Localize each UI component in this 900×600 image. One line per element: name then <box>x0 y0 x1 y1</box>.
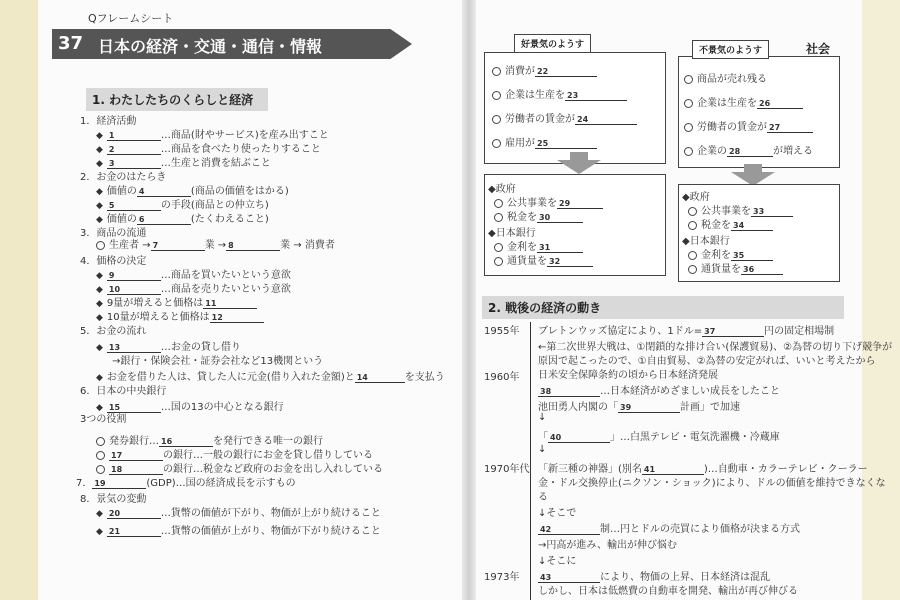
line-text: 労働者の賃金が <box>505 114 575 125</box>
bullet-diamond-icon: ◆ <box>96 373 103 383</box>
slump-arrow-stem <box>744 164 762 172</box>
chapter-number: 37 <box>58 33 84 54</box>
bullet-circle-icon <box>96 451 105 460</box>
line-text: により、物価の上昇、日本経済は混乱 <box>600 572 770 583</box>
answer-blank[interactable]: 26 <box>757 99 803 109</box>
line-text: …商品を食べたり使ったりすること <box>160 144 321 155</box>
line-text: ↓そこで <box>538 508 577 519</box>
list-item <box>96 236 335 251</box>
list-item <box>684 94 803 109</box>
answer-blank[interactable]: 40 <box>548 433 610 443</box>
list-item <box>538 504 576 519</box>
bullet-circle-icon <box>96 437 105 446</box>
line-text: 円の固定相場制 <box>764 326 835 337</box>
line-text: ↓ <box>538 444 547 455</box>
answer-blank[interactable]: 15 <box>107 403 161 413</box>
line-text: 価値の <box>106 214 137 225</box>
list-item <box>538 382 780 397</box>
list-item <box>80 490 146 505</box>
list-item <box>96 338 241 353</box>
line-text: ◆日本銀行 <box>488 228 536 239</box>
line-text: )…自動車・カラーテレビ・クーラー <box>703 464 868 475</box>
answer-blank[interactable]: 9 <box>107 271 161 281</box>
list-item <box>96 154 271 169</box>
line-text: 公共事業を <box>701 206 751 217</box>
list-item <box>96 210 269 225</box>
answer-blank[interactable]: 12 <box>210 313 264 323</box>
line-text: 雇用が <box>505 138 535 149</box>
list-item <box>684 118 813 133</box>
bullet-circle-icon <box>684 147 693 156</box>
line-text: …貨幣の価値が下がり、物価が上がり続けること <box>160 508 381 519</box>
list-item <box>96 196 269 211</box>
line-text: お金を借りた人は、貸した人に元金(借り入れた金額)と <box>106 372 355 383</box>
line-text: 」…白黒テレビ・電気洗濯機・冷蔵庫 <box>610 432 780 443</box>
line-text: 金利を <box>701 250 731 261</box>
line-text: (商品の価値をはかる) <box>190 186 289 197</box>
bullet-circle-icon <box>494 213 503 222</box>
answer-blank[interactable]: 21 <box>107 527 161 537</box>
line-text: 発券銀行… <box>109 436 159 447</box>
list-item <box>682 232 730 247</box>
line-text: …日本経済がめざましい成長をしたこと <box>600 386 780 397</box>
bullet-circle-icon <box>492 91 501 100</box>
list-item <box>96 368 445 383</box>
line-text: 金利を <box>507 242 537 253</box>
line-text: …商品を買いたいという意欲 <box>160 270 291 281</box>
line-text: 企業は生産を <box>697 98 757 109</box>
bullet-circle-icon <box>684 75 693 84</box>
answer-blank[interactable]: 42 <box>538 525 600 535</box>
boom-arrow <box>557 160 601 174</box>
list-item <box>492 110 637 125</box>
bullet-diamond-icon: ◆ <box>96 527 103 537</box>
list-item <box>96 294 257 309</box>
line-text: 7． <box>76 478 93 489</box>
list-item <box>688 202 793 217</box>
answer-blank[interactable]: 41 <box>642 465 704 475</box>
line-text: 制…円とドルの売買により価格が決まる方式 <box>600 524 800 535</box>
line-text: …商品(財やサービス)を産み出すこと <box>160 130 329 141</box>
page-edge-left <box>0 0 38 600</box>
bullet-circle-icon <box>684 123 693 132</box>
list-item <box>494 238 583 253</box>
answer-blank[interactable]: 34 <box>731 221 773 231</box>
list-item <box>688 246 773 261</box>
answer-blank[interactable]: 29 <box>557 199 603 209</box>
list-item <box>80 252 146 267</box>
timeline-year: 1973年 <box>484 572 520 583</box>
line-text: 8．景気の変動 <box>80 494 147 505</box>
line-text: 通貨量を <box>507 256 547 267</box>
answer-blank[interactable]: 1 <box>107 131 161 141</box>
answer-blank[interactable]: 28 <box>727 147 773 157</box>
answer-blank[interactable]: 39 <box>618 403 680 413</box>
bullet-circle-icon <box>494 257 503 266</box>
line-text: しかし、日本は低燃費の自動車を開発、輸出が再び伸びる <box>538 586 798 597</box>
answer-blank[interactable]: 27 <box>767 123 813 133</box>
list-item <box>538 366 718 381</box>
bullet-diamond-icon: ◆ <box>96 313 103 323</box>
list-item <box>684 142 813 157</box>
line-text: 日米安全保障条約の頃から日本経済発展 <box>538 370 718 381</box>
line-text: ↓そこに <box>538 556 577 567</box>
list-item <box>492 86 627 101</box>
bullet-diamond-icon: ◆ <box>96 299 103 309</box>
list-item <box>538 552 576 567</box>
list-item <box>538 536 677 551</box>
list-item <box>96 280 291 295</box>
answer-blank[interactable]: 14 <box>355 373 405 383</box>
list-item <box>96 126 329 141</box>
list-item <box>538 474 886 489</box>
list-item <box>538 460 868 475</box>
list-item <box>80 410 126 425</box>
list-item <box>112 352 323 367</box>
bullet-circle-icon <box>492 115 501 124</box>
line-text: 6．日本の中央銀行 <box>80 386 167 397</box>
answer-blank[interactable]: 30 <box>537 213 583 223</box>
list-item <box>80 112 136 127</box>
line-text: →円高が進み、輸出が伸び悩む <box>538 540 677 551</box>
list-item <box>494 194 603 209</box>
slump-title: 不景気のようす <box>692 40 769 59</box>
bullet-diamond-icon: ◆ <box>96 509 103 519</box>
line-text: 2．お金のはたらき <box>80 172 167 183</box>
list-item <box>538 520 800 535</box>
bullet-circle-icon <box>492 67 501 76</box>
answer-blank[interactable]: 24 <box>575 115 637 125</box>
line-text: (たくわえること) <box>190 214 269 225</box>
line-text: 税金を <box>701 220 731 231</box>
line-text: の銀行…一般の銀行にお金を貸し借りしている <box>163 450 373 461</box>
list-item <box>538 398 740 413</box>
line-text: ←第二次世界大戦は、①閉鎖的な排け合い(保護貿易)、②為替の切り下げ競争が <box>538 342 893 353</box>
bullet-diamond-icon: ◆ <box>96 215 103 225</box>
timeline-axis <box>530 322 531 600</box>
list-item <box>538 412 546 423</box>
answer-blank[interactable]: 17 <box>109 451 163 461</box>
line-text: …貨幣の価値が上がり、物価が下がり続けること <box>160 526 381 537</box>
answer-blank[interactable]: 4 <box>137 187 191 197</box>
answer-blank[interactable]: 19 <box>92 479 146 489</box>
list-item <box>688 260 783 275</box>
answer-blank[interactable]: 23 <box>565 91 627 101</box>
list-item <box>80 382 166 397</box>
bullet-circle-icon <box>492 139 501 148</box>
bullet-diamond-icon: ◆ <box>96 159 103 169</box>
line-text: 労働者の賃金が <box>697 122 767 133</box>
list-item <box>538 338 892 353</box>
section-1-title: 1. わたしたちのくらしと経済 <box>86 88 268 111</box>
answer-blank[interactable]: 38 <box>538 387 600 397</box>
list-item <box>684 70 767 85</box>
line-text: ↓ <box>538 412 547 423</box>
line-text: 消費が <box>505 66 535 77</box>
section-2-title: 2. 戦後の経済の動き <box>482 296 844 319</box>
list-item <box>80 168 166 183</box>
line-text: ブレトンウッズ協定により、1ドル= <box>538 326 703 337</box>
answer-blank[interactable]: 36 <box>741 265 783 275</box>
line-text: 価値の <box>106 186 137 197</box>
line-text: (GDP)…国の経済成長を示すもの <box>146 478 296 489</box>
list-item <box>494 208 583 223</box>
line-text: …お金の貸し借り <box>160 342 241 353</box>
line-text: 池田勇人内閣の「 <box>538 402 618 413</box>
list-item <box>488 224 536 239</box>
answer-blank[interactable]: 2 <box>107 145 161 155</box>
line-text: を発行できる唯一の銀行 <box>213 436 323 447</box>
line-text: 10量が増えると価格は <box>106 312 210 323</box>
line-text: の手段(商品との仲立ち) <box>160 200 269 211</box>
page-header: Qフレームシート <box>88 12 174 25</box>
bullet-circle-icon <box>684 99 693 108</box>
bullet-circle-icon <box>688 207 697 216</box>
bullet-diamond-icon: ◆ <box>96 403 103 413</box>
answer-blank[interactable]: 22 <box>535 67 597 77</box>
line-text: 「 <box>538 432 548 443</box>
answer-blank[interactable]: 13 <box>107 343 161 353</box>
line-text: 税金を <box>507 212 537 223</box>
line-text: 3つの役割 <box>80 414 127 425</box>
answer-blank[interactable]: 25 <box>535 139 597 149</box>
line-text: …商品を売りたいという意欲 <box>160 284 291 295</box>
answer-blank[interactable]: 10 <box>107 285 161 295</box>
answer-blank[interactable]: 5 <box>107 201 161 211</box>
list-item <box>492 134 597 149</box>
book-gutter <box>462 0 476 600</box>
page-edge-right <box>862 0 900 600</box>
line-text: 商品が売れ残る <box>697 74 767 85</box>
list-item <box>494 252 593 267</box>
line-text: 5．お金の流れ <box>80 326 147 337</box>
answer-blank[interactable]: 43 <box>538 573 600 583</box>
line-text: 企業は生産を <box>505 90 565 101</box>
list-item <box>96 504 381 519</box>
line-text: 9量が増えると価格は <box>106 298 204 309</box>
line-text: 1．経済活動 <box>80 116 137 127</box>
line-text: 4．価格の決定 <box>80 256 147 267</box>
bullet-diamond-icon: ◆ <box>96 271 103 281</box>
answer-blank[interactable]: 18 <box>109 465 163 475</box>
line-text: ◆日本銀行 <box>682 236 730 247</box>
list-item <box>96 460 383 475</box>
line-text: が増える <box>773 146 813 157</box>
list-item <box>688 216 773 231</box>
list-item <box>682 188 710 203</box>
answer-blank[interactable]: 35 <box>731 251 773 261</box>
bullet-diamond-icon: ◆ <box>96 187 103 197</box>
bullet-diamond-icon: ◆ <box>96 145 103 155</box>
boom-title: 好景気のようす <box>514 34 591 53</box>
answer-blank[interactable]: 37 <box>702 327 764 337</box>
answer-blank[interactable]: 7 <box>151 241 205 251</box>
answer-blank[interactable]: 32 <box>547 257 593 267</box>
bullet-circle-icon <box>688 265 697 274</box>
list-item <box>96 308 264 323</box>
bullet-diamond-icon: ◆ <box>96 285 103 295</box>
line-text: …生産と消費を結ぶこと <box>160 158 271 169</box>
bullet-circle-icon <box>494 243 503 252</box>
line-text: 公共事業を <box>507 198 557 209</box>
line-text: ◆政府 <box>682 192 710 203</box>
subject-label: 社会 <box>806 42 831 56</box>
bullet-circle-icon <box>494 199 503 208</box>
line-text: →銀行・保険会社・証券会社など13機関という <box>112 356 324 367</box>
timeline-year: 1970年代 <box>484 464 530 475</box>
list-item <box>96 522 381 537</box>
list-item <box>538 488 548 503</box>
answer-blank[interactable]: 3 <box>107 159 161 169</box>
line-text: の銀行…税金など政府のお金を出し入れしている <box>163 464 383 475</box>
line-text: 3．商品の流通 <box>80 228 147 239</box>
list-item <box>96 446 373 461</box>
list-item <box>538 568 770 583</box>
bullet-diamond-icon: ◆ <box>96 343 103 353</box>
line-text: …国の13の中心となる銀行 <box>160 402 284 413</box>
line-text: 計画」で加速 <box>680 402 740 413</box>
list-item <box>96 182 289 197</box>
list-item <box>538 322 834 337</box>
bullet-diamond-icon: ◆ <box>96 131 103 141</box>
bullet-circle-icon <box>688 221 697 230</box>
line-text: 原因で起こったので、①自由貿易、②為替の安定がれば、いいと考えたから <box>538 356 876 367</box>
line-text: 通貨量を <box>701 264 741 275</box>
bullet-circle-icon <box>688 251 697 260</box>
answer-blank[interactable]: 20 <box>107 509 161 519</box>
list-item <box>80 322 146 337</box>
bullet-circle-icon <box>96 241 105 250</box>
line-text: 企業の <box>697 146 727 157</box>
line-text: を支払う <box>404 372 445 383</box>
answer-blank[interactable]: 8 <box>226 241 280 251</box>
line-text: る <box>538 492 548 503</box>
bullet-circle-icon <box>96 465 105 474</box>
list-item <box>76 474 296 489</box>
answer-blank[interactable]: 33 <box>751 207 793 217</box>
list-item <box>492 62 597 77</box>
line-text: 業 → <box>204 240 227 251</box>
timeline-year: 1960年 <box>484 372 520 383</box>
list-item <box>96 266 291 281</box>
line-text: 「新三種の神器」(別名 <box>538 464 642 475</box>
list-item <box>538 582 798 597</box>
list-item <box>538 444 546 455</box>
answer-blank[interactable]: 6 <box>137 215 191 225</box>
boom-arrow-stem <box>570 152 588 160</box>
chapter-title: 日本の経済・交通・通信・情報 <box>98 37 323 56</box>
bullet-diamond-icon: ◆ <box>96 201 103 211</box>
list-item <box>538 352 876 367</box>
answer-blank[interactable]: 31 <box>537 243 583 253</box>
line-text: 生産者 → <box>109 240 151 251</box>
line-text: ◆政府 <box>488 184 516 195</box>
answer-blank[interactable]: 11 <box>203 299 257 309</box>
line-text: 業 → 消費者 <box>280 240 335 251</box>
list-item <box>96 140 321 155</box>
list-item <box>538 428 780 443</box>
line-text: 金・ドル交換停止(ニクソン・ショック)により、ドルの価値を維持できなくな <box>538 478 886 489</box>
list-item <box>488 180 516 195</box>
list-item <box>96 432 323 447</box>
answer-blank[interactable]: 16 <box>159 437 213 447</box>
timeline-year: 1955年 <box>484 326 520 337</box>
